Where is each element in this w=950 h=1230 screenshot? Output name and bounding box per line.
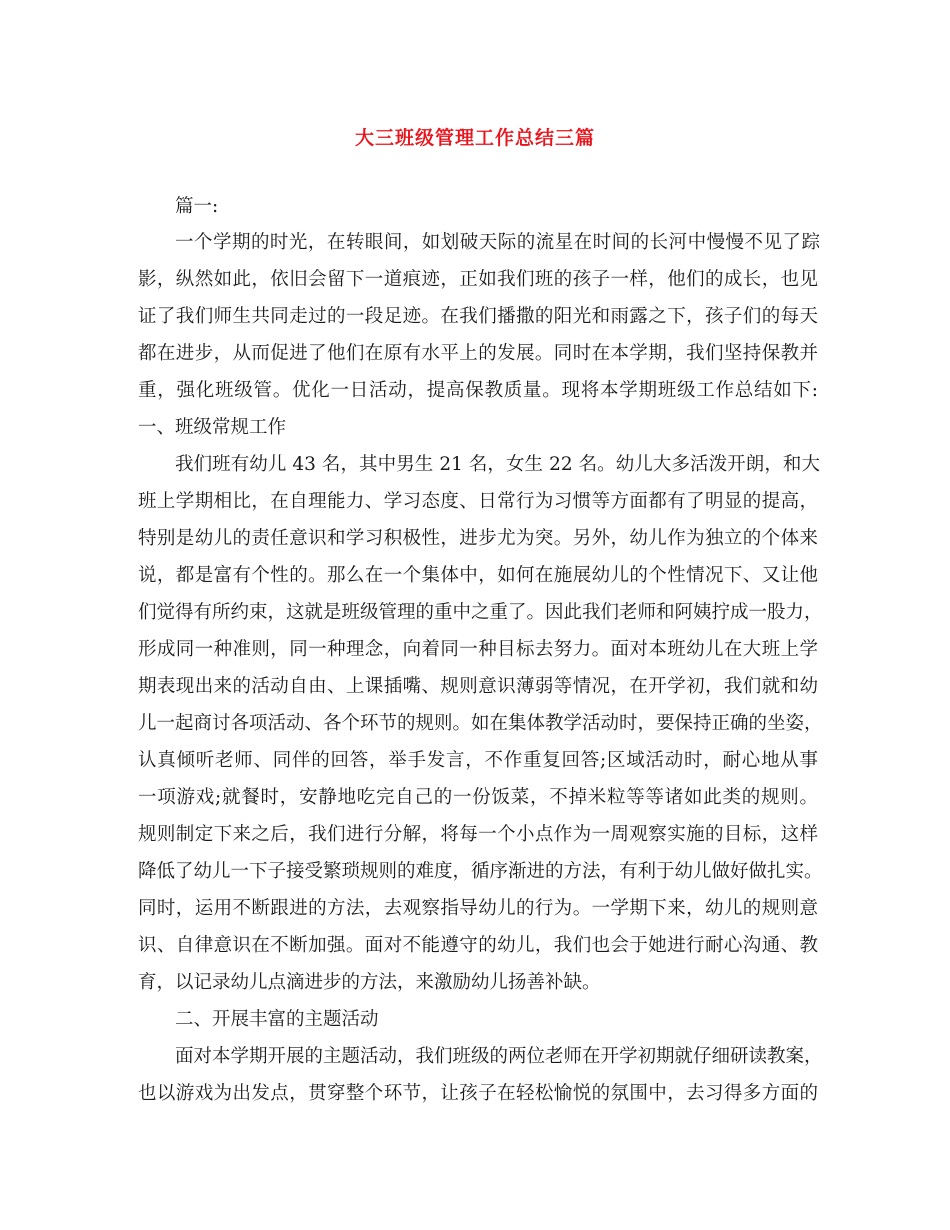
text-line: 认真倾听老师、同伴的回答，举手发言，不作重复回答;区域活动时，耐心地从事 xyxy=(138,750,818,771)
text-line: 都在进步，从而促进了他们在原有水平上的发展。同时在本学期，我们坚持保教并 xyxy=(138,343,818,364)
text-line: 同时，运用不断跟进的方法，去观察指导幼儿的行为。一学期下来，幼儿的规则意 xyxy=(138,898,818,919)
text-line: 育，以记录幼儿点滴进步的方法，来激励幼儿扬善补缺。 xyxy=(138,972,601,993)
text-line: 篇一: xyxy=(175,196,219,217)
text-line: 班上学期相比，在自理能力、学习态度、日常行为习惯等方面都有了明显的提高， xyxy=(138,491,818,512)
text-line: 降低了幼儿一下子接受繁琐规则的难度，循序渐进的方法，有利于幼儿做好做扎实。 xyxy=(138,861,823,882)
text-line: 一个学期的时光，在转眼间，如划破天际的流星在时间的长河中慢慢不见了踪 xyxy=(175,232,820,253)
text-line: 儿一起商讨各项活动、各个环节的规则。如在集体教学活动时，要保持正确的坐姿， xyxy=(138,713,823,734)
text-line: 们觉得有所约束，这就是班级管理的重中之重了。因此我们老师和阿姨拧成一股力， xyxy=(138,602,823,623)
text-line: 证了我们师生共同走过的一段足迹。在我们播撒的阳光和雨露之下，孩子们的每天 xyxy=(138,306,818,327)
text-line: 我们班有幼儿 43 名，其中男生 21 名，女生 22 名。幼儿大多活泼开朗，和大 xyxy=(175,454,820,475)
text-line: 说，都是富有个性的。那么在一个集体中，如何在施展幼儿的个性情况下、又让他 xyxy=(138,565,818,586)
text-line: 也以游戏为出发点，贯穿整个环节，让孩子在轻松愉悦的氛围中，去习得多方面的 xyxy=(138,1083,818,1104)
text-line: 期表现出来的活动自由、上课插嘴、规则意识薄弱等情况，在开学初，我们就和幼 xyxy=(138,676,818,697)
document-title: 大三班级管理工作总结三篇 xyxy=(354,127,595,149)
text-line: 形成同一种准则，同一种理念，向着同一种目标去努力。面对本班幼儿在大班上学 xyxy=(138,639,818,660)
text-line: 规则制定下来之后，我们进行分解，将每一个小点作为一周观察实施的目标，这样 xyxy=(138,824,818,845)
text-line: 识、自律意识在不断加强。面对不能遵守的幼儿，我们也会于她进行耐心沟通、教 xyxy=(138,935,818,956)
text-line: 一项游戏;就餐时，安静地吃完自己的一份饭菜，不掉米粒等等诸如此类的规则。 xyxy=(138,787,818,808)
section-heading: 一、班级常规工作 xyxy=(138,417,287,438)
text-line: 重，强化班级管。优化一日活动，提高保教质量。现将本学期班级工作总结如下: xyxy=(138,380,818,401)
text-line: 特别是幼儿的责任意识和学习积极性，进步尤为突。另外，幼儿作为独立的个体来 xyxy=(138,528,818,549)
text-line: 影，纵然如此，依旧会留下一道痕迹，正如我们班的孩子一样，他们的成长，也见 xyxy=(138,269,818,290)
text-line: 面对本学期开展的主题活动，我们班级的两位老师在开学初期就仔细研读教案， xyxy=(175,1046,823,1067)
section-heading: 二、开展丰富的主题活动 xyxy=(175,1009,379,1030)
